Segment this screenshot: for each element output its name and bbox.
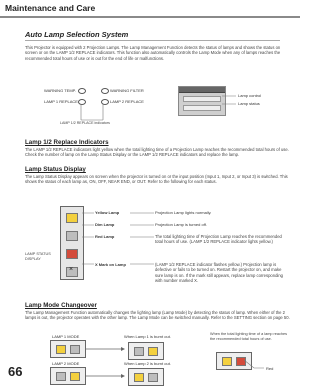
lamp-status-panel xyxy=(178,86,226,116)
yellow-lamp-desc: Projection Lamp lights normally. xyxy=(155,210,212,215)
lamp-status-label: Lamp status xyxy=(238,101,260,106)
lamp-status-title: Lamp Status Display xyxy=(25,166,86,173)
dim-lamp-label: Dim Lamp xyxy=(95,222,115,227)
lamp1-replace-label: LAMP 1 REPLACE xyxy=(44,99,78,104)
when-lamp1-out-label: When Lamp 1 is burnt out. xyxy=(124,334,171,339)
lamp-status-display-graphic xyxy=(60,206,84,280)
x-mark-label: X Mark on Lamp xyxy=(95,262,126,267)
warning-temp-indicator xyxy=(78,88,86,94)
lamp1-mode-label: LAMP 1 MODE xyxy=(52,334,80,339)
red-pointer-line xyxy=(244,358,266,372)
lamp-replace-body: The LAMP 1/2 REPLACE indicators light yellow when the total lighting time of a Projection Lamp reaches the recommended total hours of use. Check the number of lamp on the Lamp Status Display or the LAMP 1/2 REPLACE indicators and replace the lamp. xyxy=(25,147,289,158)
lamp2-mode-box xyxy=(50,367,86,385)
x-mark-icon: × xyxy=(69,266,74,273)
warning-temp-label: WARNING TEMP. xyxy=(44,88,76,93)
legend-pointer-lines xyxy=(82,210,156,270)
yellow-lamp-label: Yellow Lamp xyxy=(95,210,120,215)
header-divider xyxy=(0,16,300,18)
red-lamp-desc: The total lighting time of Projection Lamp reaches the recommended total hours of use. (LAMP 1/2 REPLACE indicator lights yellow.) xyxy=(155,234,282,245)
lamp2-out-box xyxy=(128,368,164,386)
warning-filter-label: WARNING FILTER xyxy=(110,88,144,93)
lamp-status-body: The Lamp Status Display appears on screen when the projector is turned on or the input position (Input 1, Input 2, or Input 3) is switched. This shows the status of each lamp as, ON, OFF, NEAR END, or OUT. Refer to the following for each status. xyxy=(25,174,288,185)
lamp1-mode-box xyxy=(50,340,86,358)
indicators-caption: LAMP 1/2 REPLACE indicators xyxy=(60,121,110,125)
warning-filter-indicator xyxy=(101,88,109,94)
lamp1-out-box xyxy=(128,342,164,360)
lamp-mode-body: The Lamp Management Function automatically changes the lighting lamp (Lamp Mode) by detecting the status of lamp. When either of the 2 lamps is out, the projector operates with the other lamp. The Lamp Mode can be switched manually. Refer to the SETTING section on page 50. xyxy=(25,310,290,321)
x-mark-desc: (LAMP 1/2 REPLACE indicator flashes yellow.) Projection lamp is defective or fails to be turned on. Restart the projector on, and make sure lamp is on. If the mark still appears, replace lamp corresponding with number marked X. xyxy=(155,262,284,283)
when-lamp2-out-label: When Lamp 2 is burnt out. xyxy=(124,361,171,366)
lamp-replace-title: Lamp 1/2 Replace Indicators xyxy=(25,139,109,146)
mode-arrows xyxy=(84,346,128,380)
lamp-control-label: Lamp control xyxy=(238,93,262,98)
lamp2-mode-label: LAMP 2 MODE xyxy=(52,361,80,366)
panel-pointer-lines xyxy=(222,92,238,114)
auto-lamp-body: This Projector is equipped with 2 Projection Lamps. The Lamp Management Function detects the status of lamps and shows the status on screen or on the LAMP 1/2 REPLACE indicators. This function also automatically controls the Lamp Mode when any of lamps reaches the recommended total hours of use or is out for the end of life or malfunctions. xyxy=(25,45,281,61)
when-total-label: When the total lighting time of a lamp reaches the recommended total hours of use. xyxy=(210,332,288,341)
lamp-status-display-label: LAMP STATUS DISPLAY xyxy=(25,252,51,261)
dim-lamp-desc: Projection Lamp is turned off. xyxy=(155,222,207,227)
lamp-mode-title: Lamp Mode Changeover xyxy=(25,302,97,309)
red-label: Red xyxy=(266,366,274,371)
section-header: Maintenance and Care xyxy=(5,3,96,13)
page-number: 66 xyxy=(8,364,23,379)
lamp2-replace-label: LAMP 2 REPLACE xyxy=(110,99,144,104)
auto-lamp-title: Auto Lamp Selection System xyxy=(25,30,129,39)
title-divider xyxy=(25,40,280,41)
red-lamp-label: Red Lamp xyxy=(95,234,115,239)
